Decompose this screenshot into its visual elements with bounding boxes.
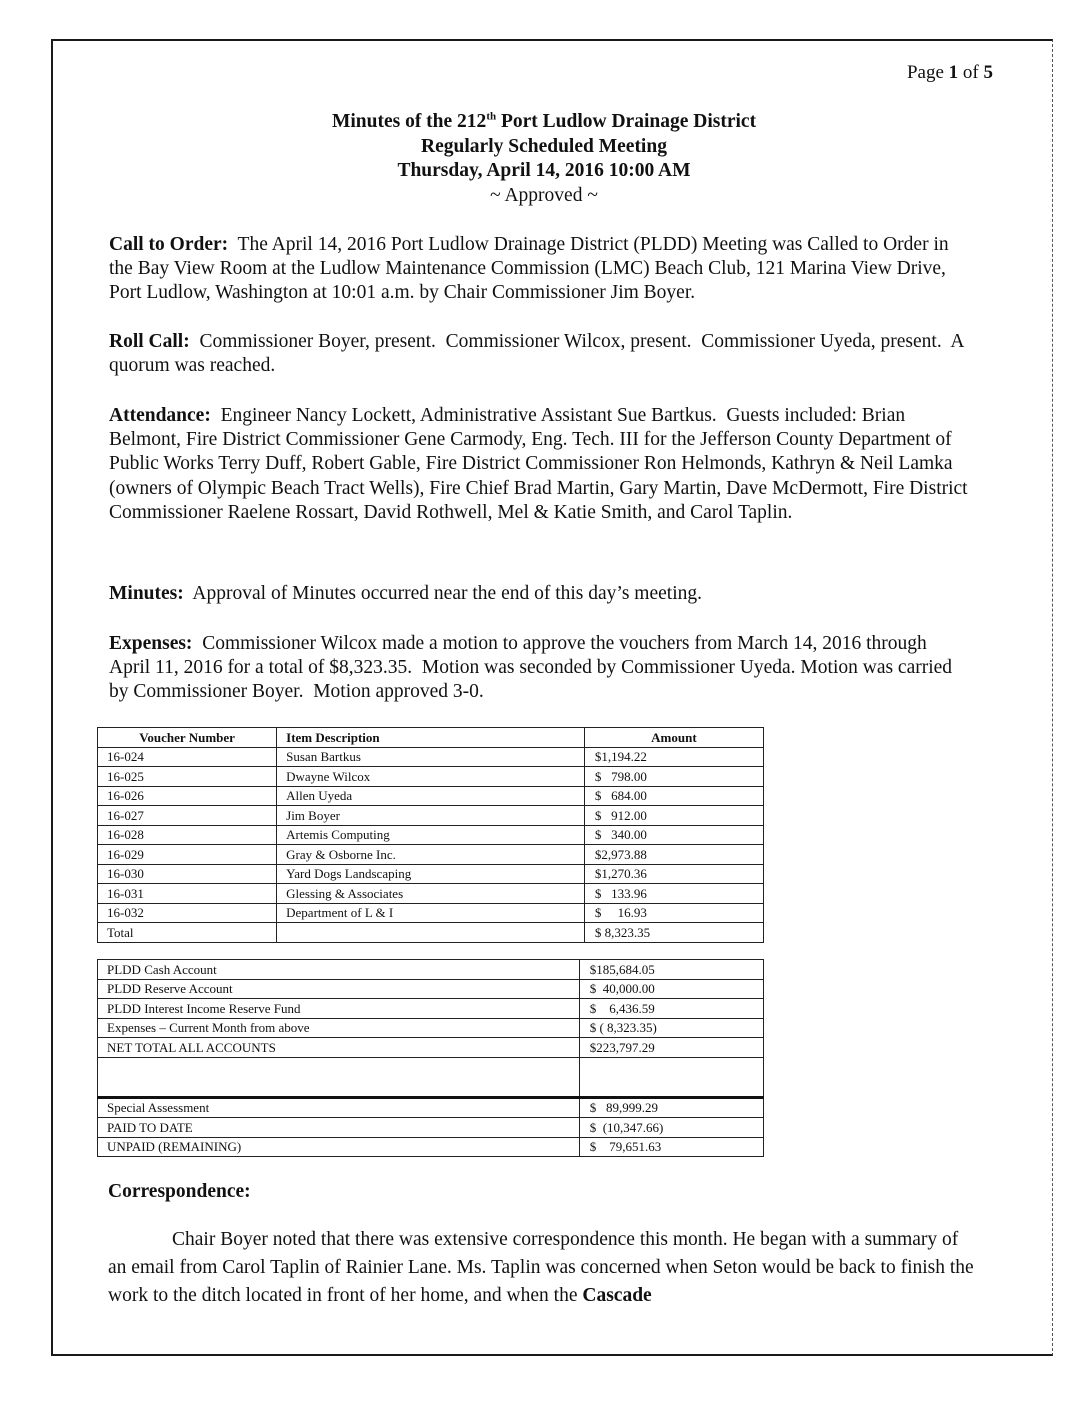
section-label: Call to Order:	[109, 234, 229, 255]
table-row	[98, 845, 764, 865]
section-label: Attendance:	[109, 405, 211, 426]
account-amount: $ ( 8,323.35)	[579, 1018, 763, 1038]
page-label: Page	[906, 62, 944, 83]
amount: $ 798.00	[584, 767, 763, 787]
assessment-amount: $ 79,651.63	[579, 1137, 763, 1157]
voucher-number: 16-028	[98, 825, 277, 845]
section-expenses	[109, 632, 969, 705]
table-row	[98, 884, 764, 904]
table-row	[98, 1018, 764, 1038]
total-empty-cell	[277, 923, 585, 943]
table-row	[98, 1118, 764, 1138]
title-ordinal: th	[486, 110, 497, 123]
table-row	[98, 767, 764, 787]
voucher-number: 16-032	[98, 903, 277, 923]
table-row	[98, 979, 764, 999]
title-line-2: Regularly Scheduled Meeting	[421, 135, 667, 157]
table-row	[98, 864, 764, 884]
title-line-3: Thursday, April 14, 2016 10:00 AM	[397, 160, 691, 181]
section-roll-call	[109, 330, 969, 378]
correspondence-paragraph	[108, 1226, 978, 1310]
correspondence-text: Chair Boyer noted that there was extensive correspondence this month. He began with a summary of an email from Carol Taplin of Rainier Lane. Ms. Taplin was concerned when Seton would be back to finish the work to the ditch located in front of her home, and when the	[108, 1229, 974, 1306]
account-amount: $223,797.29	[579, 1038, 763, 1058]
voucher-number: 16-029	[98, 845, 277, 865]
correspondence-heading: Correspondence:	[108, 1181, 251, 1202]
assessment-label: UNPAID (REMAINING)	[98, 1137, 580, 1157]
document-title	[0, 110, 1088, 208]
account-label: Expenses – Current Month from above	[98, 1018, 580, 1038]
blank-row	[98, 1057, 764, 1097]
section-text: Approval of Minutes occurred near the end of this day’s meeting.	[183, 583, 702, 604]
table-row	[98, 806, 764, 826]
section-text: Commissioner Wilcox made a motion to approve the vouchers from March 14, 2016 through April 11, 2016 for a total of $8,323.35. Motion was seconded by Commissioner Uyeda. Motion was carried by Commissioner Boyer. Motion approved 3-0.	[109, 633, 957, 703]
section-label: Roll Call:	[109, 331, 190, 352]
account-amount: $ 40,000.00	[579, 979, 763, 999]
account-label: PLDD Cash Account	[98, 960, 580, 980]
item-description: Susan Bartkus	[277, 747, 585, 767]
page-current: 1	[948, 62, 959, 83]
total-label: Total	[98, 923, 277, 943]
account-amount: $185,684.05	[579, 960, 763, 980]
amount: $ 684.00	[584, 786, 763, 806]
amount: $1,194.22	[584, 747, 763, 767]
amount: $ 912.00	[584, 806, 763, 826]
voucher-number: 16-024	[98, 747, 277, 767]
table-total-row	[98, 923, 764, 943]
voucher-number: 16-031	[98, 884, 277, 904]
assessment-amount: $ (10,347.66)	[579, 1118, 763, 1138]
item-description: Dwayne Wilcox	[277, 767, 585, 787]
section-text: Engineer Nancy Lockett, Administrative Assistant Sue Bartkus. Guests included: Brian Belmont, Fire District Commissioner Gene Carmody, Eng. Tech. III for the Jefferson County Department of Public Works Terry Duff, Robert Gable, Fire District Commissioner Ron Helmonds, Kathryn & Neil Lamka (owners of Olympic Beach Tract Wells), Fire Chief Brad Martin, Gary Martin, Dave McDermott, Fire District Commissioner Raelene Rossart, David Rothwell, Mel & Katie Smith, and Carol Taplin.	[109, 405, 973, 523]
table-row	[98, 1097, 764, 1118]
column-header-amount: Amount	[584, 728, 763, 748]
table-header-row	[98, 728, 764, 748]
title-line-1	[0, 110, 1088, 135]
section-label: Expenses:	[109, 633, 193, 654]
section-attendance	[109, 404, 973, 525]
voucher-number: 16-030	[98, 864, 277, 884]
assessment-label: PAID TO DATE	[98, 1118, 580, 1138]
voucher-number: 16-027	[98, 806, 277, 826]
item-description: Allen Uyeda	[277, 786, 585, 806]
account-label: PLDD Interest Income Reserve Fund	[98, 999, 580, 1019]
assessment-label: Special Assessment	[98, 1097, 580, 1118]
table-row	[98, 999, 764, 1019]
item-description: Yard Dogs Landscaping	[277, 864, 585, 884]
table-row	[98, 786, 764, 806]
section-text: Commissioner Boyer, present. Commissioner Wilcox, present. Commissioner Uyeda, present. A quorum was reached.	[109, 331, 969, 377]
table-row	[98, 960, 764, 980]
amount: $ 340.00	[584, 825, 763, 845]
account-amount: $ 6,436.59	[579, 999, 763, 1019]
section-minutes	[109, 582, 969, 606]
vouchers-table	[97, 727, 764, 943]
table-row	[98, 825, 764, 845]
correspondence-bold-tail: Cascade	[582, 1285, 652, 1306]
item-description: Gray & Osborne Inc.	[277, 845, 585, 865]
amount: $ 133.96	[584, 884, 763, 904]
column-header-description: Item Description	[277, 728, 585, 748]
blank-cell	[98, 1057, 580, 1097]
voucher-number: 16-026	[98, 786, 277, 806]
section-call-to-order	[109, 233, 969, 306]
table-row	[98, 1038, 764, 1058]
title-suffix: Port Ludlow Drainage District	[496, 111, 757, 132]
table-row	[98, 1137, 764, 1157]
page-of: of	[962, 62, 979, 83]
section-text: The April 14, 2016 Port Ludlow Drainage District (PLDD) Meeting was Called to Order in the Bay View Room at the Ludlow Maintenance Commission (LMC) Beach Club, 121 Marina View Drive, Port Ludlow, Washington at 10:01 a.m. by Chair Commissioner Jim Boyer.	[109, 234, 954, 304]
column-header-voucher: Voucher Number	[98, 728, 277, 748]
approval-status: ~ Approved ~	[490, 184, 598, 206]
item-description: Glessing & Associates	[277, 884, 585, 904]
section-label: Minutes:	[109, 583, 184, 604]
item-description: Department of L & I	[277, 903, 585, 923]
table-row	[98, 903, 764, 923]
item-description: Artemis Computing	[277, 825, 585, 845]
item-description: Jim Boyer	[277, 806, 585, 826]
amount: $ 16.93	[584, 903, 763, 923]
blank-cell	[579, 1057, 763, 1097]
page-number	[907, 62, 993, 84]
assessment-amount: $ 89,999.29	[579, 1097, 763, 1118]
amount: $1,270.36	[584, 864, 763, 884]
voucher-number: 16-025	[98, 767, 277, 787]
page-total: 5	[983, 62, 993, 83]
account-label: PLDD Reserve Account	[98, 979, 580, 999]
table-row	[98, 747, 764, 767]
accounts-table	[97, 959, 764, 1157]
title-prefix: Minutes of the 212	[331, 111, 487, 132]
amount: $2,973.88	[584, 845, 763, 865]
total-amount: $ 8,323.35	[584, 923, 763, 943]
account-label: NET TOTAL ALL ACCOUNTS	[98, 1038, 580, 1058]
